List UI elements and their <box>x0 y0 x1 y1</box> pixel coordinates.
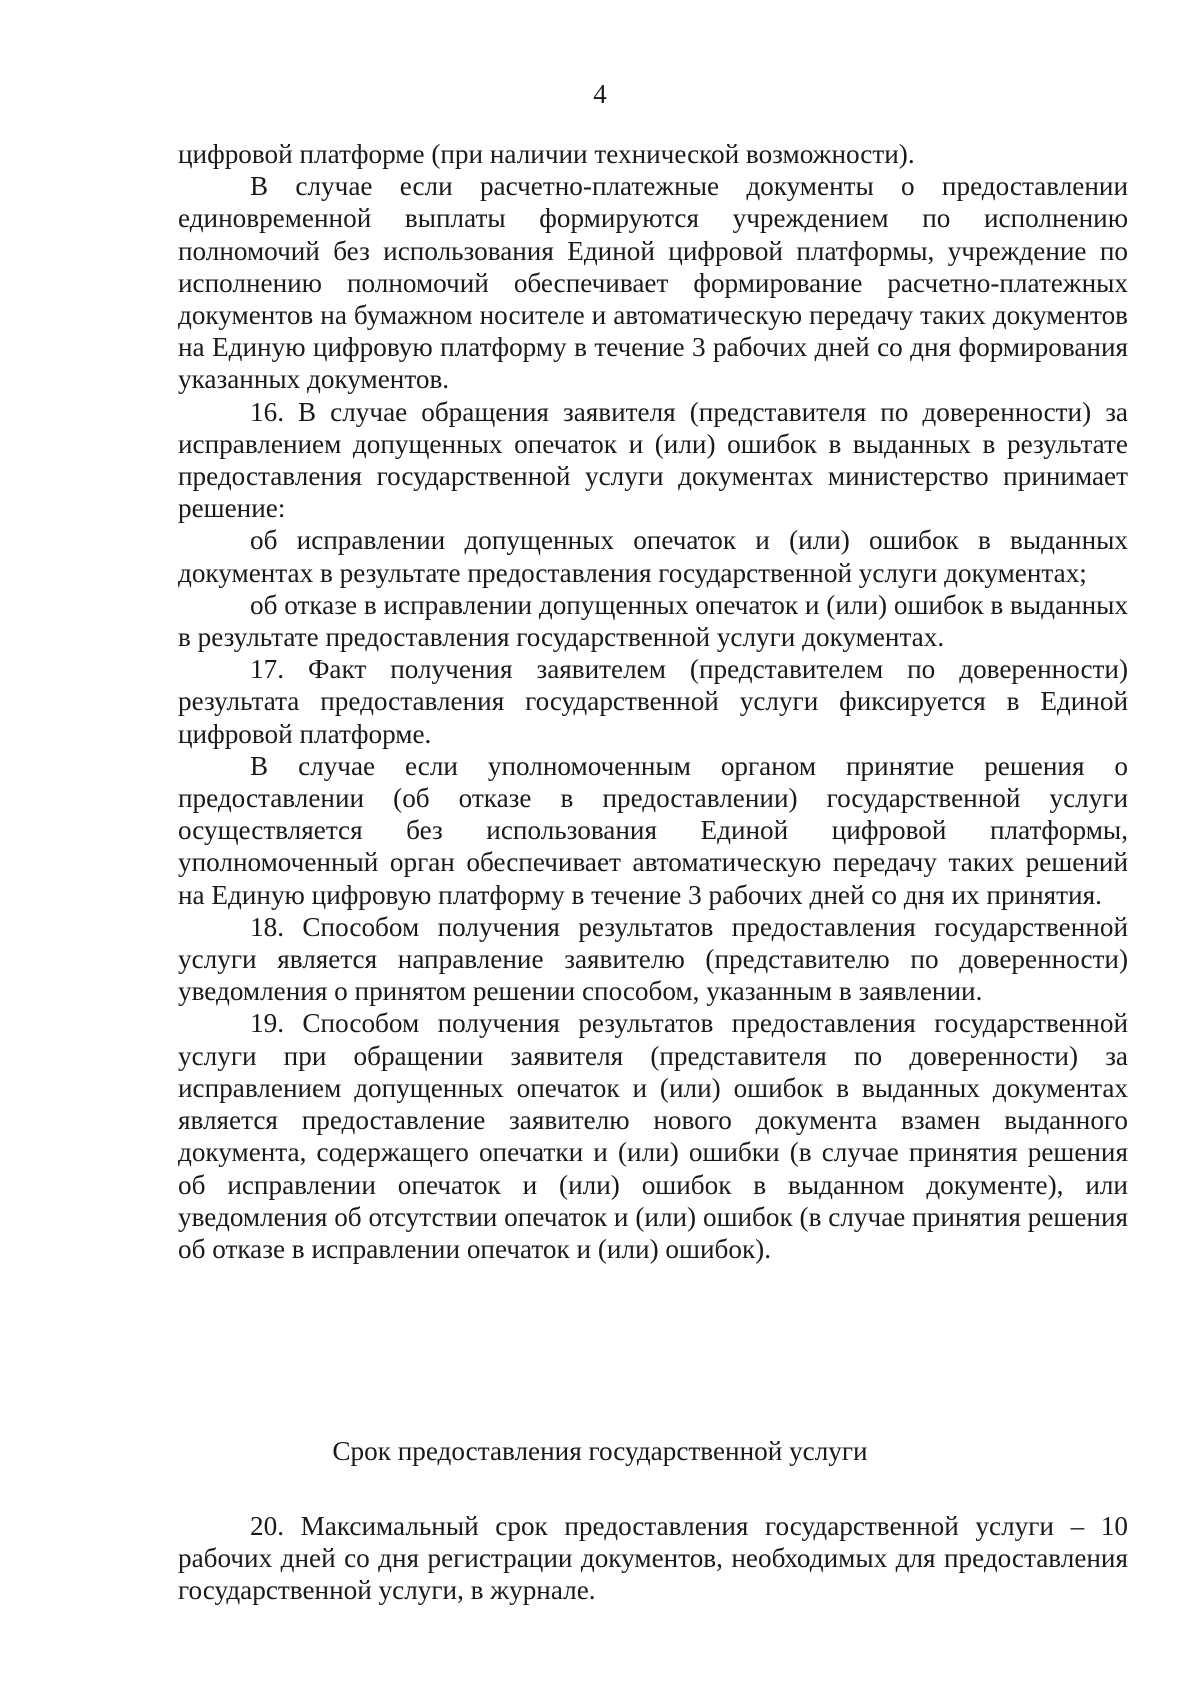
paragraph-continuation: цифровой платформе (при наличии технической возможности). <box>178 139 915 169</box>
paragraph-16: 16. В случае обращения заявителя (представителя по доверенности) за исправлением допущенных опечаток и (или) ошибок в выданных в результате предоставления государственной услуги документах министерство принимает решение: <box>178 396 1128 524</box>
document-body <box>178 138 1128 1265</box>
paragraph-18: 18. Способом получения результатов предоставления государственной услуги является направление заявителю (представителю по доверенности) уведомления о принятом решении способом, указанным в заявлении. <box>178 911 1128 1007</box>
paragraph-17-authorized-body: В случае если уполномоченным органом принятие решения о предоставлении (об отказе в предоставлении) государственной услуги осуществляется без использования Единой цифровой платформы, уполномоченный орган обеспечивает автоматическую передачу таких решений на Единую цифровую платформу в течение 3 рабочих дней со дня их принятия. <box>178 750 1128 910</box>
paragraph-19: 19. Способом получения результатов предоставления государственной услуги при обращении заявителя (представителя по доверенности) за исправлением допущенных опечаток и (или) ошибок в выданных документах является предоставление заявителю нового документа взамен выданного документа, содержащего опечатки и (или) ошибки (в случае принятия решения об исправлении опечаток и (или) ошибок в выданном документе), или уведомления об отсутствии опечаток и (или) ошибок (в случае принятия решения об отказе в исправлении опечаток и (или) ошибок). <box>178 1008 1128 1264</box>
paragraph-payment-documents: В случае если расчетно-платежные документы о предоставлении единовременной выплаты формируются учреждением по исполнению полномочий без использования Единой цифровой платформы, учреждение по исполнению полномочий обеспечивает формирование расчетно-платежных документов на бумажном носителе и автоматическую передачу таких документов на Единую цифровую платформу в течение 3 рабочих дней со дня формирования указанных документов. <box>178 171 1128 395</box>
paragraph-16-option-correct: об исправлении допущенных опечаток и (или) ошибок в выданных документах в результате предоставления государственной услуги документах; <box>178 525 1128 588</box>
paragraph-17: 17. Факт получения заявителем (представителем по доверенности) результата предоставления государственной услуги фиксируется в Единой цифровой платформе. <box>178 654 1128 749</box>
paragraph-20: 20. Максимальный срок предоставления государственной услуги – 10 рабочих дней со дня регистрации документов, необходимых для предоставления государственной услуги, в журнале. <box>178 1511 1128 1606</box>
paragraph-16-option-refuse: об отказе в исправлении допущенных опечаток и (или) ошибок в выданных в результате предоставления государственной услуги документах. <box>178 589 1128 653</box>
document-body-final <box>178 1510 1128 1607</box>
section-heading: Срок предоставления государственной услуги <box>332 1436 868 1466</box>
page-number: 4 <box>593 79 607 109</box>
